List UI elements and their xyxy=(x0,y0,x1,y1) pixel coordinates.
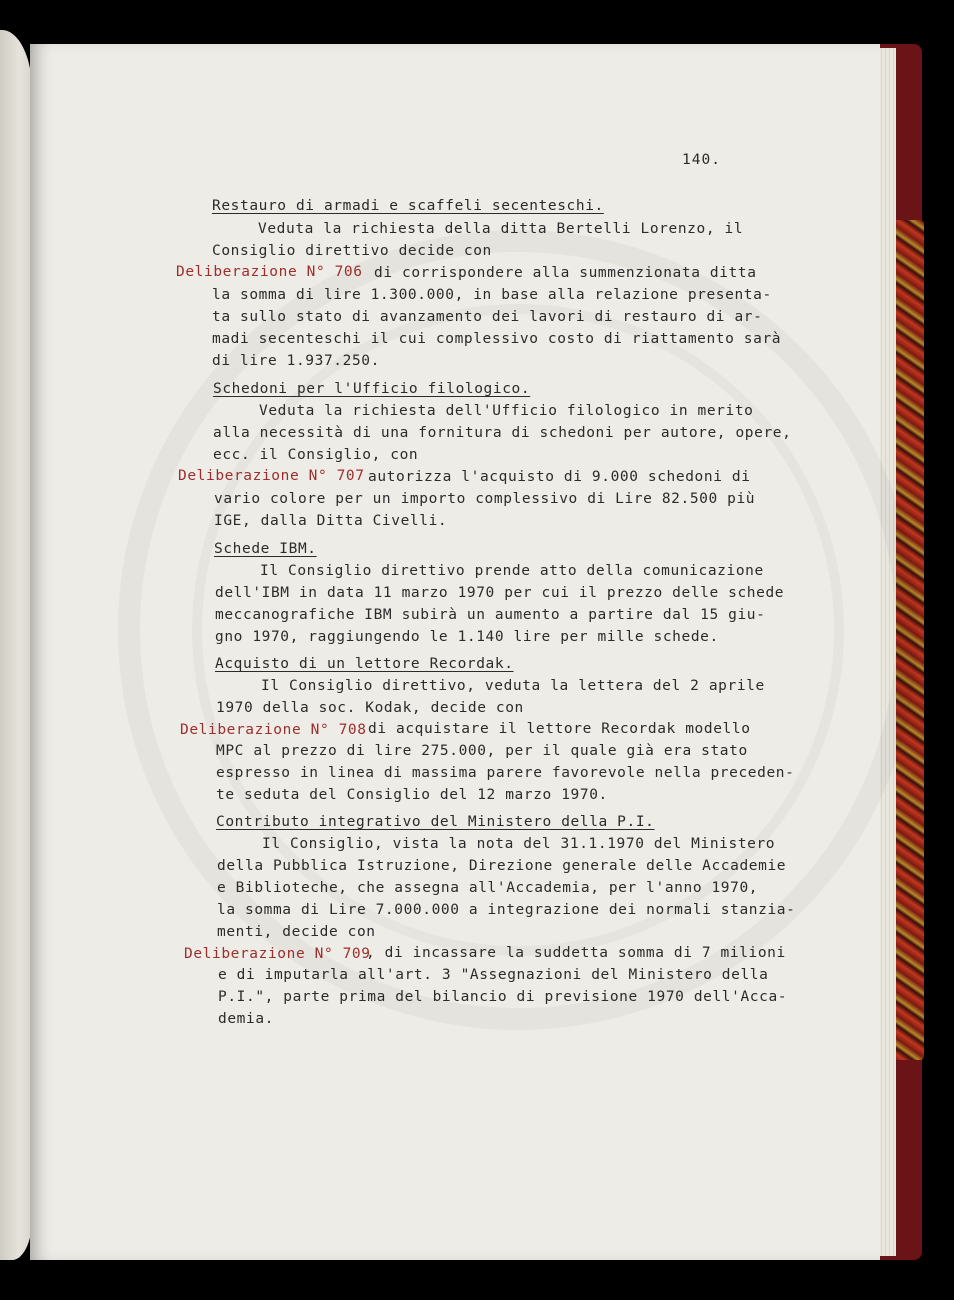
paragraph-line: della Pubblica Istruzione, Direzione generale delle Accademie xyxy=(217,858,787,874)
paragraph-line: alla necessità di una fornitura di schedoni per autore, opere, xyxy=(213,425,792,441)
paragraph-line: di acquistare il lettore Recordak modello xyxy=(368,721,751,737)
paragraph-line: gno 1970, raggiungendo le 1.140 lire per mille schede. xyxy=(215,629,719,645)
paragraph-line: la somma di lire 1.300.000, in base alla relazione presenta- xyxy=(212,287,772,303)
paragraph-line: e di imputarla all'art. 3 "Assegnazioni del Ministero della xyxy=(218,967,769,983)
paragraph-line: demia. xyxy=(218,1011,274,1027)
paragraph-line: 1970 della soc. Kodak, decide con xyxy=(216,700,524,716)
paragraph-line: di corrispondere alla summenzionata ditta xyxy=(374,265,757,281)
paragraph-line: la somma di Lire 7.000.000 a integrazione dei normali stanzia- xyxy=(217,902,796,918)
paragraph-line: espresso in linea di massima parere favorevole nella preceden- xyxy=(216,765,795,781)
section-heading-restauro: Restauro di armadi e scaffeli secenteschi. xyxy=(212,198,604,214)
paragraph-line: ecc. il Consiglio, con xyxy=(213,447,419,463)
paragraph-line: Veduta la richiesta dell'Ufficio filologico in merito xyxy=(259,403,754,419)
page-number: 140. xyxy=(682,152,721,168)
deliberazione-706-label: Deliberazione N° 706 xyxy=(176,264,363,280)
paragraph-line: Il Consiglio direttivo, veduta la lettera del 2 aprile xyxy=(261,678,765,694)
paragraph-line: meccanografiche IBM subirà un aumento a partire dal 15 giu- xyxy=(215,607,766,623)
paragraph-line: IGE, dalla Ditta Civelli. xyxy=(214,513,448,529)
section-heading-contributo: Contributo integrativo del Ministero della P.I. xyxy=(216,814,655,830)
paragraph-line: MPC al prezzo di lire 275.000, per il quale già era stato xyxy=(216,743,748,759)
paragraph-line: vario colore per un importo complessivo di Lire 82.500 più xyxy=(214,491,756,507)
paragraph-line: dell'IBM in data 11 marzo 1970 per cui il prezzo delle schede xyxy=(215,585,785,601)
paragraph-line: te seduta del Consiglio del 12 marzo 1970. xyxy=(216,787,608,803)
paragraph-line: menti, decide con xyxy=(217,924,376,940)
paragraph-line: Il Consiglio, vista la nota del 31.1.1970 del Ministero xyxy=(262,836,776,852)
paragraph-line: P.I.", parte prima del bilancio di previsione 1970 dell'Acca- xyxy=(218,989,788,1005)
paragraph-line: Il Consiglio direttivo prende atto della comunicazione xyxy=(260,563,764,579)
deliberazione-708-label: Deliberazione N° 708 xyxy=(180,722,367,738)
deliberazione-709-label: Deliberazione N° 709 xyxy=(184,946,371,962)
section-heading-schedoni: Schedoni per l'Ufficio filologico. xyxy=(213,381,531,397)
paragraph-line: , di incassare la suddetta somma di 7 milioni xyxy=(366,945,786,961)
paragraph-line: autorizza l'acquisto di 9.000 schedoni di xyxy=(368,469,751,485)
paragraph-line: e Biblioteche, che assegna all'Accademia, per l'anno 1970, xyxy=(217,880,759,896)
paragraph-line: di lire 1.937.250. xyxy=(212,353,380,369)
section-heading-schede-ibm: Schede IBM. xyxy=(214,541,317,557)
marbled-endpaper xyxy=(894,220,924,1060)
paragraph-line: Consiglio direttivo decide con xyxy=(212,243,492,259)
paragraph-line: Veduta la richiesta della ditta Bertelli Lorenzo, il xyxy=(258,221,744,237)
left-page-edge xyxy=(0,30,32,1260)
deliberazione-707-label: Deliberazione N° 707 xyxy=(178,468,365,484)
section-heading-recordak: Acquisto di un lettore Recordak. xyxy=(215,656,514,672)
paragraph-line: ta sullo stato di avanzamento dei lavori di restauro di ar- xyxy=(212,309,763,325)
paragraph-line: madi secenteschi il cui complessivo costo di riattamento sarà xyxy=(212,331,782,347)
